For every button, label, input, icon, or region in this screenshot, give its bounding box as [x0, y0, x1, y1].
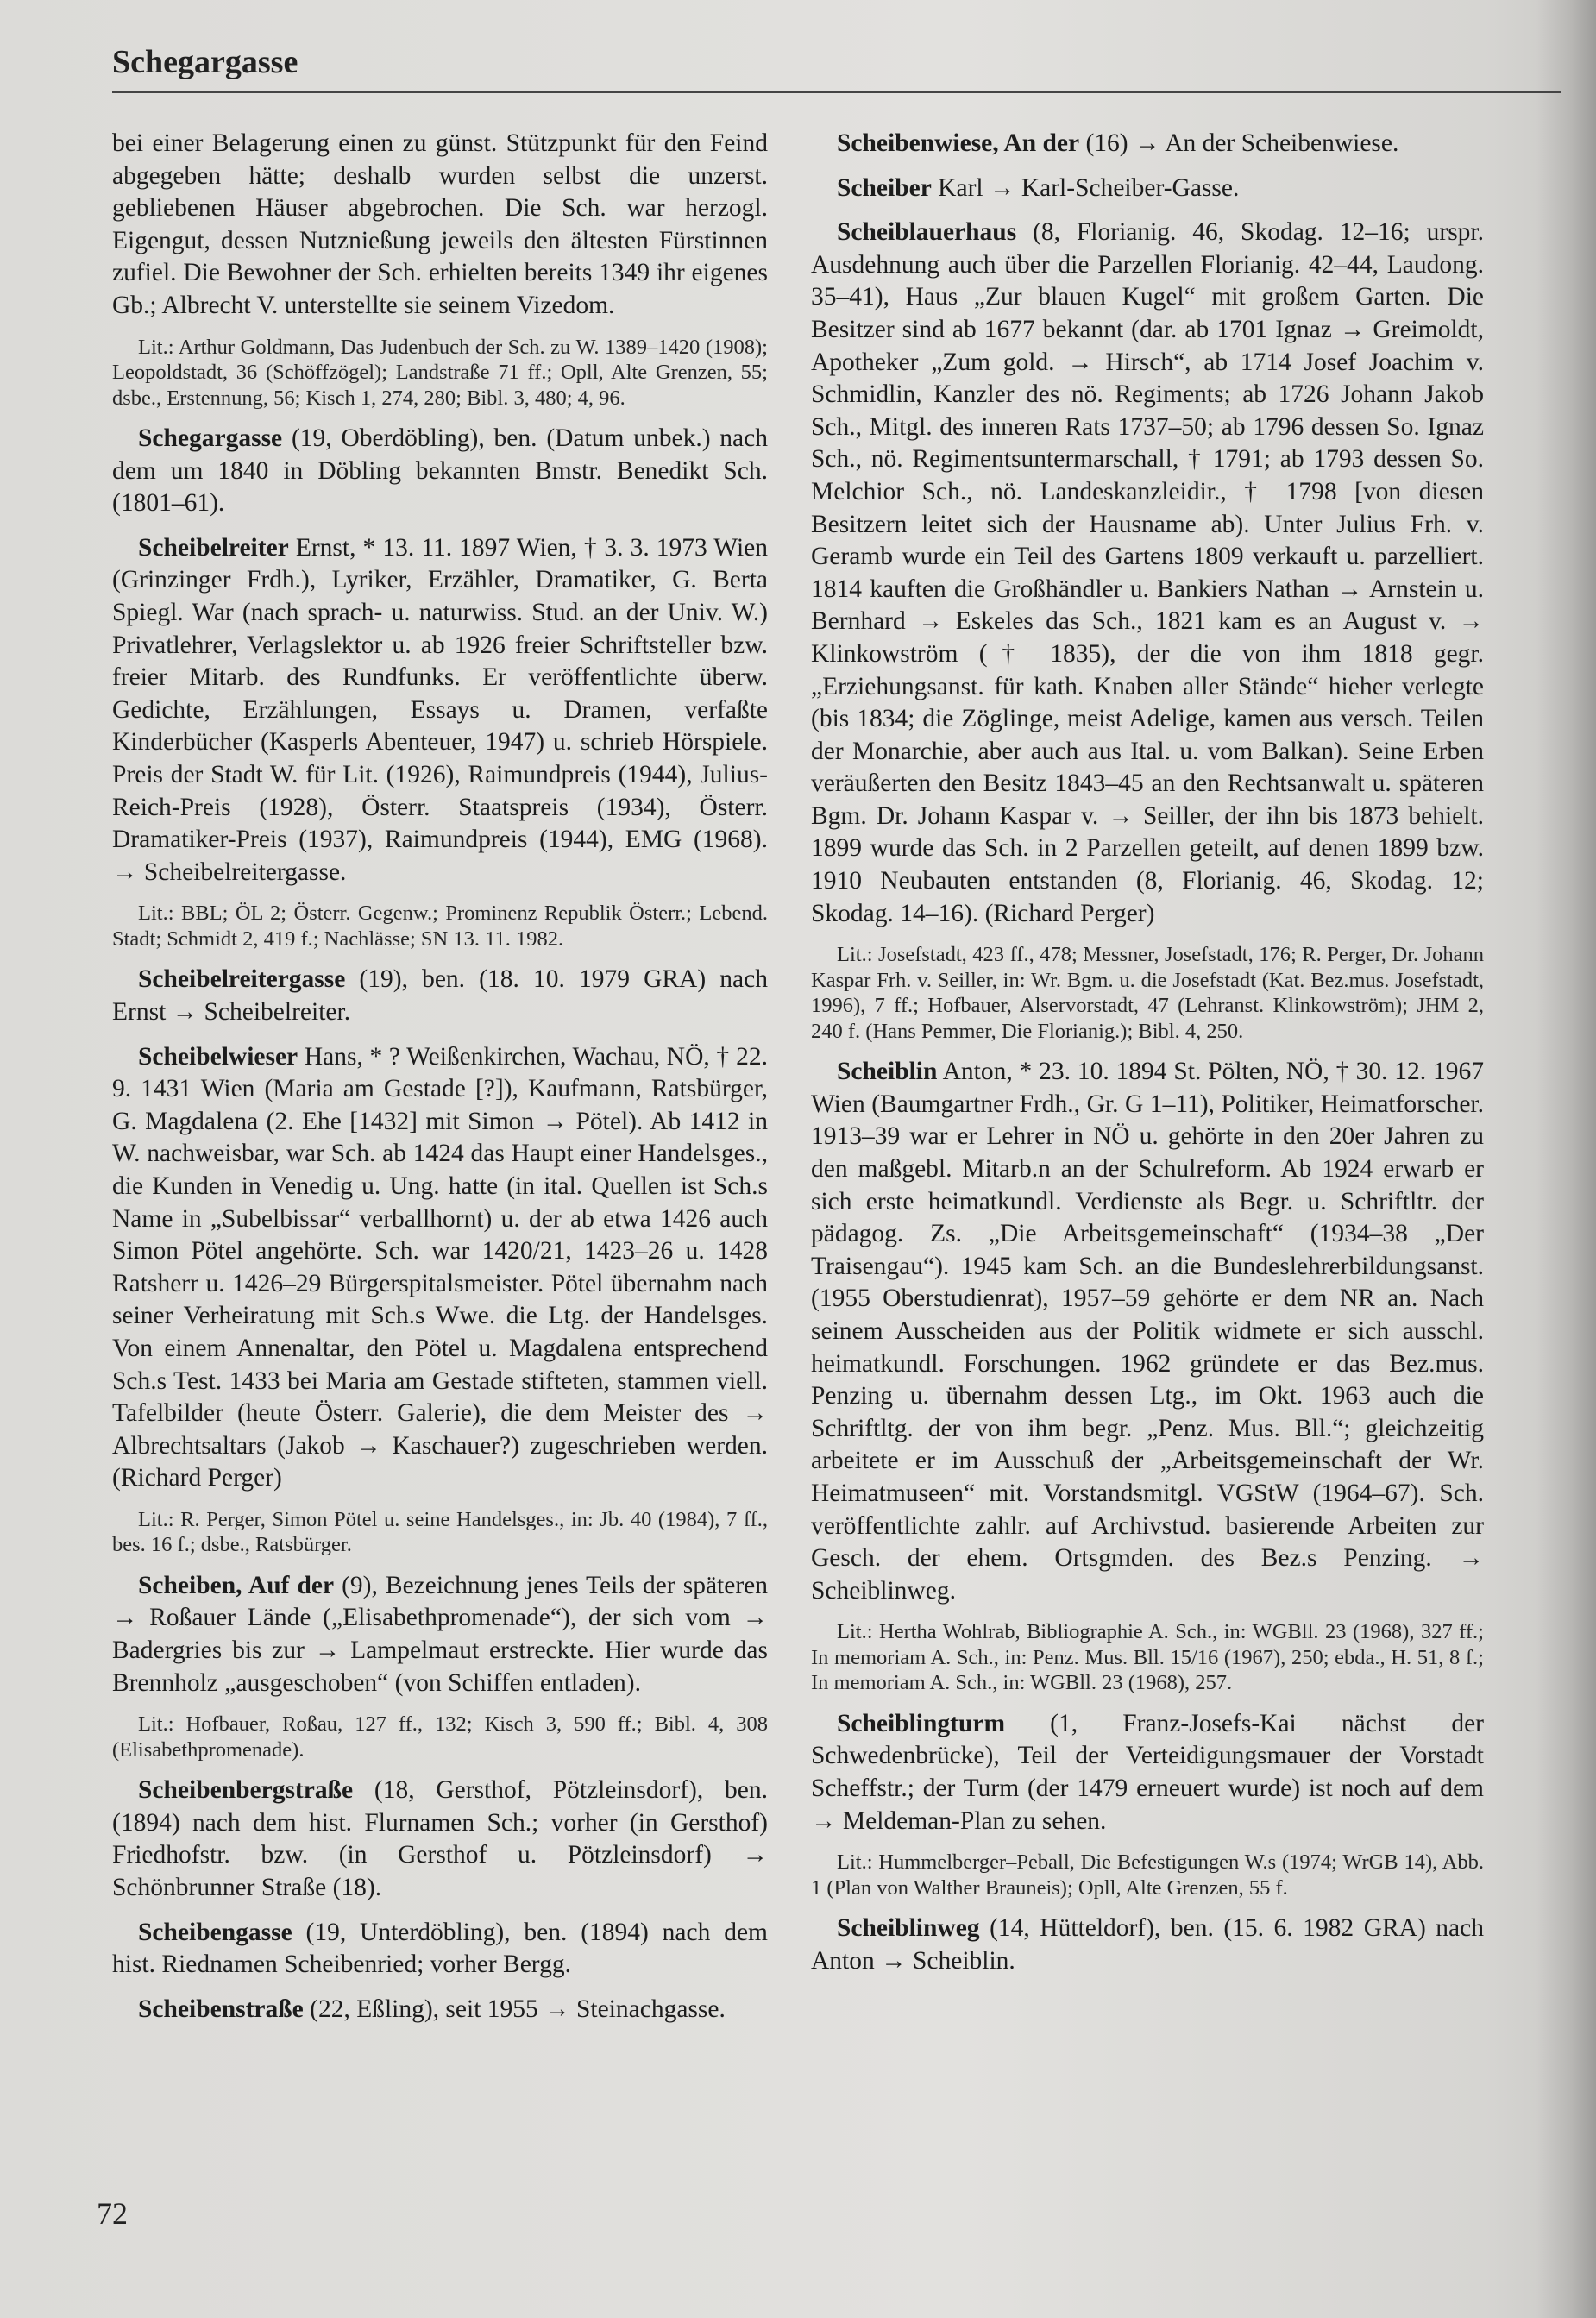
entry-text: (18, Gersthof, Pötzleinsdorf), ben. (1894) nach dem hist. Flurnamen Sch.; vorher (in Gersthof) Friedhofstr. bzw. (in Gersthof u. Pötzleinsdorf) → Schönbrunner Straße (18).	[112, 1776, 768, 1902]
entry-headword: Scheiblin	[837, 1058, 938, 1086]
page-number: 72	[97, 2196, 128, 2231]
lexicon-entry	[811, 217, 1484, 930]
entry-text: Hans, * ? Weißenkirchen, Wachau, NÖ, † 22. 9. 1431 Wien (Maria am Gestade [?]), Kaufmann, Ratsbürger, G. Magdalena (2. Ehe [1432] mit Simon → Pötel). Ab 1412 in W. nachweisbar, war Sch. ab 1424 das Haupt einer Handelsges., die Kunden in Venedig u. Ung. hatte (in ital. Quellen ist Sch.s Name in „Subelbissar“ verballhornt) u. der ab etwa 1426 auch Simon Pötel angehörte. Sch. war 1420/21, 1423–26 u. 1428 Ratsherr u. 1426–29 Bürgerspitalsmeister. Pötel übernahm nach seiner Verheiratung mit Sch.s Wwe. die Ltg. der Handelsges. Von einem Annenaltar, den Pötel u. Magdalena entsprechend Sch.s Test. 1433 bei Maria am Gestade stifteten, stammen viell. Tafelbilder (heute Österr. Galerie), die dem Meister des → Albrechtsaltars (Jakob → Kaschauer?) zugeschrieben werden. (Richard Perger)	[112, 1042, 768, 1492]
header-rule	[112, 91, 1561, 93]
entry-text: Ernst, * 13. 11. 1897 Wien, † 3. 3. 1973 Wien (Grinzinger Frdh.), Lyriker, Erzähler, Dramatiker, G. Berta Spiegl. War (nach sprach- u. naturwiss. Stud. an der Univ. W.) Privatlehrer, Verlagslektor u. ab 1926 freier Schriftsteller bzw. freier Mitarb. des Rundfunks. Er veröffentlichte überw. Gedichte, Erzählungen, Essays u. Dramen, verfaßte Kinderbücher (Kasperls Abenteuer, 1947) u. schrieb Hörspiele. Preis der Stadt W. für Lit. (1926), Raimundpreis (1944), Julius-Reich-Preis (1928), Österr. Staatspreis (1934), Österr. Dramatiker-Preis (1937), Raimundpreis (1944), EMG (1968). → Scheibelreitergasse.	[112, 533, 768, 886]
entry-headword: Scheibengasse	[138, 1918, 292, 1946]
entry-headword: Scheibenstraße	[138, 1994, 304, 2023]
lexicon-entry	[811, 1913, 1484, 1977]
entry-text: (1, Franz-Josefs-Kai nächst der Schwedenbrücke), Teil der Verteidigungsmauer der Vorstadt Scheffstr.; der Turm (der 1479 erneuert wurde) ist noch auf dem → Meldeman-Plan zu sehen.	[811, 1709, 1484, 1835]
entry-text: (8, Florianig. 46, Skodag. 12–16; urspr. Ausdehnung auch über die Parzellen Florianig. 42–44, Laudong. 35–41), Haus „Zur blauen Kugel“ mit großem Garten. Die Besitzer sind ab 1677 bekannt (dar. ab 1701 Ignaz → Greimoldt, Apotheker „Zum gold. → Hirsch“, ab 1714 Josef Joachim v. Schmidlin, Kanzler des nö. Regiments; ab 1726 Johann Jakob Sch., Mitgl. des inneren Rats 1737–50; ab 1796 dessen So. Ignaz Sch., nö. Regimentsuntermarschall, † 1791; ab 1793 dessen So. Melchior Sch., nö. Landeskanzleidir., † 1798 [von diesen Besitzern leitet sich der Hausname ab). Unter Julius Frh. v. Geramb wurde ein Teil des Gartens 1809 verkauft u. parzelliert. 1814 kauften die Großhändler u. Bankiers Nathan → Arnstein u. Bernhard → Eskeles das Sch., 1821 kam es an August v. → Klinkowström († 1835), der die von ihm 1818 gegr. „Erziehungsanst. für kath. Knaben aller Stände“ hieher verlegte (bis 1834; die Zöglinge, meist Adelige, kamen aus versch. Teilen der Monarchie, aber auch aus Ital. u. vom Balkan). Seine Erben veräußerten den Besitz 1843–45 an den Rechtsanwalt u. späteren Bgm. Dr. Johann Kaspar v. → Seiller, der ihn bis 1873 behielt. 1899 wurde das Sch. in 2 Parzellen geteilt, auf denen 1899 bzw. 1910 Neubauten entstanden (8, Florianig. 46, Skodag. 12; Skodag. 14–16). (Richard Perger)	[811, 218, 1484, 927]
entry-headword: Scheibenbergstraße	[138, 1776, 354, 1805]
entry-text: (19, Unterdöbling), ben. (1894) nach dem hist. Riednamen Scheibenried; vorher Bergg.	[112, 1918, 768, 1979]
lexicon-entry	[112, 1570, 768, 1699]
lexicon-entry	[112, 532, 768, 889]
entry-text: bei einer Belagerung einen zu günst. Stützpunkt für den Feind abgegeben hätte; deshalb wurden selbst die unzerst. gebliebenen Häuser abgebrochen. Die Sch. war herzogl. Eigengut, dessen Nutznießung jeweils den ältesten Fürstinnen zufiel. Die Bewohner der Sch. erhielten bereits 1349 ihr eigenes Gb.; Albrecht V. unterstellte sie seinem Vizedom.	[112, 129, 768, 319]
entry-continuation	[112, 128, 768, 323]
entry-text: (19, Oberdöbling), ben. (Datum unbek.) nach dem um 1840 in Döbling bekannten Bmstr. Benedikt Sch. (1801–61).	[112, 424, 768, 518]
book-spine-shadow	[1536, 0, 1596, 2318]
entry-text: (16) → An der Scheibenwiese.	[1079, 129, 1399, 157]
entry-headword: Scheibelreiter	[138, 533, 289, 562]
literature-note: Lit.: Arthur Goldmann, Das Judenbuch der Sch. zu W. 1389–1420 (1908); Leopoldstadt, 36 (Schöffzögel); Landstraße 71 ff.; Opll, Alte Grenzen, 55; dsbe., Erstennung, 56; Kisch 1, 274, 280; Bibl. 3, 480; 4, 96.	[112, 335, 768, 410]
left-column	[112, 128, 768, 2038]
entry-text: (22, Eßling), seit 1955 → Steinachgasse.	[303, 1994, 726, 2023]
lexicon-entry	[112, 423, 768, 520]
entry-text: (9), Bezeichnung jenes Teils der späteren → Roßauer Lände („Elisabethpromenade“), der sich vom → Badergries bis zur → Lampelmaut erstreckte. Hier wurde das Brennholz „ausgeschoben“ (von Schiffen entladen).	[112, 1571, 768, 1697]
entry-headword: Scheiblinweg	[837, 1914, 980, 1943]
running-head: Schegargasse	[112, 44, 298, 80]
entry-headword: Scheibenwiese, An der	[837, 129, 1080, 157]
entry-headword: Scheibelreitergasse	[138, 965, 346, 994]
lexicon-entry	[112, 1775, 768, 1904]
lexicon-entry	[112, 1994, 768, 2026]
lexicon-entry	[112, 1041, 768, 1495]
literature-note: Lit.: Hertha Wohlrab, Bibliographie A. Sch., in: WGBll. 23 (1968), 327 ff.; In memoriam A. Sch., in: Penz. Mus. Bll. 15/16 (1967), 250; ebda., H. 51, 8 f.; In memoriam A. Sch., in: WGBll. 23 (1968), 257.	[811, 1620, 1484, 1695]
lexicon-entry	[811, 1056, 1484, 1607]
entry-text: Anton, * 23. 10. 1894 St. Pölten, NÖ, † 30. 12. 1967 Wien (Baumgartner Frdh., Gr. G 1–11), Politiker, Heimatforscher. 1913–39 war er Lehrer in NÖ u. gehörte in den 20er Jahren zu den maßgebl. Mitarb.n an der Schulreform. Ab 1924 erwarb er sich erste heimatkundl. Verdienste als Begr. u. Schriftltr. der pädagog. Zs. „Die Arbeitsgemeinschaft“ (1934–38 „Der Traisengau“). 1945 kam Sch. an die Bundeslehrerbildungsanst. (1955 Oberstudienrat), 1957–59 gehörte er dem NR an. Nach seinem Ausscheiden aus der Politik widmete er sich ausschl. heimatkundl. Forschungen. 1962 gründete er das Bez.mus. Penzing u. übernahm dessen Ltg., im Okt. 1963 auch die Schriftltg. der von ihm begr. „Penz. Mus. Bll.“; gleichzeitig arbeitete er im Ausschuß der „Arbeitsgemeinschaft der Wr. Heimatmuseen“ mit. Vorstandsmitgl. VGStW (1964–67). Sch. veröffentlichte zahlr. auf Archivstud. basierende Arbeiten zur Gesch. der ehem. Ortsgmden. des Bez.s Penzing. → Scheiblinweg.	[811, 1058, 1484, 1605]
entry-headword: Schegargasse	[138, 424, 283, 453]
entry-text: Karl → Karl-Scheiber-Gasse.	[931, 173, 1240, 202]
literature-note: Lit.: BBL; ÖL 2; Österr. Gegenw.; Prominenz Republik Österr.; Lebend. Stadt; Schmidt 2, 419 f.; Nachlässe; SN 13. 11. 1982.	[112, 901, 768, 951]
entry-text: (19), ben. (18. 10. 1979 GRA) nach Ernst → Scheibelreiter.	[112, 965, 768, 1026]
lexicon-entry	[112, 964, 768, 1028]
literature-note: Lit.: Josefstadt, 423 ff., 478; Messner, Josefstadt, 176; R. Perger, Dr. Johann Kaspar Frh. v. Seiller, in: Wr. Bgm. u. die Josefstadt (Kat. Bez.mus. Josefstadt, 1996), 7 ff.; Hofbauer, Alservorstadt, 47 (Lehranst. Klinkowström); JHM 2, 240 f. (Hans Pemmer, Die Florianig.); Bibl. 4, 250.	[811, 943, 1484, 1043]
entry-headword: Scheiben, Auf der	[138, 1571, 335, 1599]
literature-note: Lit.: R. Perger, Simon Pötel u. seine Handelsges., in: Jb. 40 (1984), 7 ff., bes. 16 f.; dsbe., Ratsbürger.	[112, 1507, 768, 1557]
literature-note: Lit.: Hummelberger–Peball, Die Befestigungen W.s (1974; WrGB 14), Abb. 1 (Plan von Walther Brauneis); Opll, Alte Grenzen, 55 f.	[811, 1850, 1484, 1900]
entry-headword: Scheiblingturm	[837, 1709, 1006, 1737]
entry-headword: Scheiber	[837, 173, 932, 202]
lexicon-entry	[811, 128, 1484, 160]
entry-headword: Scheiblauerhaus	[837, 218, 1017, 247]
right-column	[811, 128, 1484, 1989]
lexicon-entry	[112, 1917, 768, 1982]
entry-headword: Scheibelwieser	[138, 1042, 298, 1071]
literature-note: Lit.: Hofbauer, Roßau, 127 ff., 132; Kisch 3, 590 ff.; Bibl. 4, 308 (Elisabethpromenade).	[112, 1712, 768, 1762]
lexicon-entry	[811, 173, 1484, 205]
lexicon-entry	[811, 1708, 1484, 1837]
entry-text: (14, Hütteldorf), ben. (15. 6. 1982 GRA) nach Anton → Scheiblin.	[811, 1914, 1484, 1975]
